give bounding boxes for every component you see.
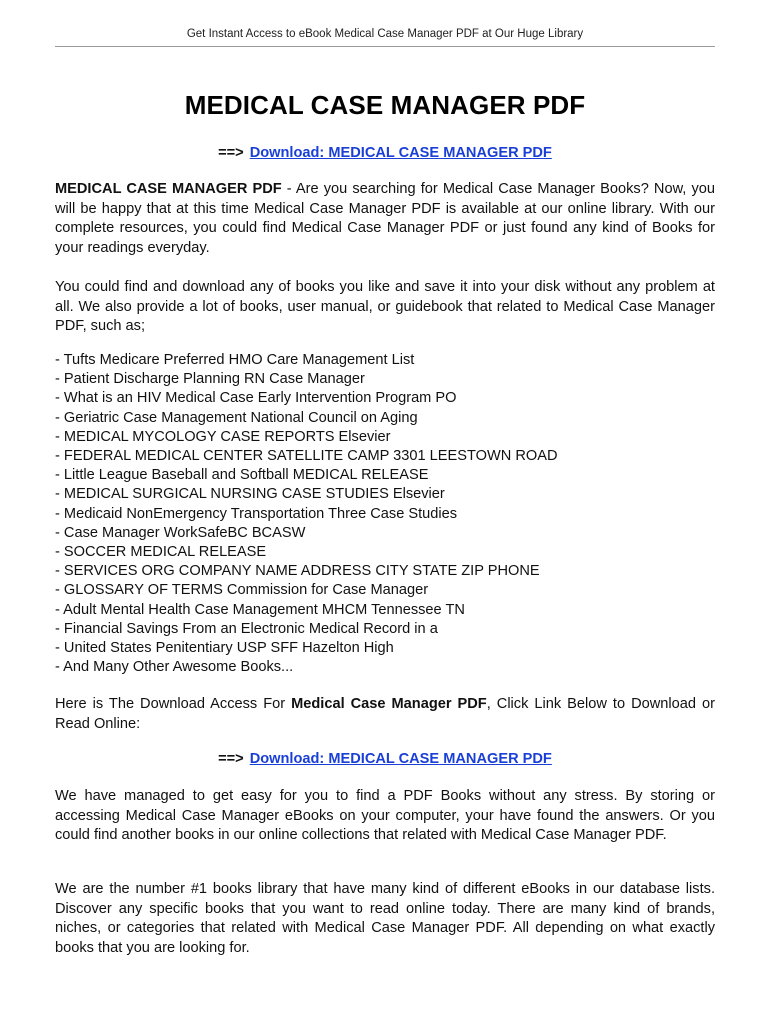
intro-text: - Are you searching for Medical Case Manager Books? Now, you will be happy that at this time Medical Case Manager PDF is available at our online library. With our complete resources, you could find Medical Case Manager PDF or just found any kind of Books for your readings everyday. [55,181,715,256]
intro-bold-title: MEDICAL CASE MANAGER PDF [55,181,282,197]
list-item: - What is an HIV Medical Case Early Intervention Program PO [55,390,457,407]
download-line-bottom [55,751,715,767]
access-bold-title: Medical Case Manager PDF [291,696,487,712]
list-item: - Patient Discharge Planning RN Case Manager [55,371,365,388]
paragraph-easy-find: We have managed to get easy for you to find a PDF Books without any stress. By storing or accessing Medical Case Manager eBooks on your computer, your have found the answers. Or you could find another books in our online collections that related with Medical Case Manager PDF. [55,788,715,844]
paragraph-books-available: You could find and download any of books you like and save it into your disk without any problem at all. We also provide a lot of books, user manual, or guidebook that related to Medical Case Manager PDF, such as; [55,279,715,335]
list-item: - FEDERAL MEDICAL CENTER SATELLITE CAMP 3301 LEESTOWN ROAD [55,448,558,465]
list-item: - Tufts Medicare Preferred HMO Care Management List [55,352,415,368]
intro-paragraph [55,180,715,258]
list-item: - SERVICES ORG COMPANY NAME ADDRESS CITY STATE ZIP PHONE [55,563,540,580]
download-line-top [55,145,715,161]
list-item: - Financial Savings From an Electronic Medical Record in a [55,620,438,637]
download-arrow: ==> [218,145,244,161]
list-item: - Little League Baseball and Softball MEDICAL RELEASE [55,467,429,484]
page-header: Get Instant Access to eBook Medical Case Manager PDF at Our Huge Library [186,28,584,40]
list-item: - SOCCER MEDICAL RELEASE [55,544,267,561]
download-link-top[interactable]: Download: MEDICAL CASE MANAGER PDF [249,145,552,161]
list-item: - Medicaid NonEmergency Transportation Three Case Studies [55,505,458,522]
list-item: - And Many Other Awesome Books... [55,659,294,676]
download-access-paragraph [55,695,715,734]
list-item: - MEDICAL SURGICAL NURSING CASE STUDIES Elsevier [55,486,445,503]
access-text-after: , Click Link Below to Download or Read Online: [55,696,715,732]
header-divider [55,46,715,47]
list-item: - Adult Mental Health Case Management MHCM Tennessee TN [55,601,465,618]
list-item: - United States Penitentiary USP SFF Hazelton High [55,640,394,657]
download-arrow: ==> [218,751,244,767]
list-item: - Case Manager WorkSafeBC BCASW [55,524,306,541]
paragraph-library-info: We are the number #1 books library that have many kind of different eBooks in our database lists. Discover any specific books that you want to read online today. There are many kind of brands, niches, or categories that related with Medical Case Manager PDF. All depending on what exactly books that you are looking for. [55,881,715,956]
access-text-before: Here is The Download Access For [55,696,292,712]
list-item: - GLOSSARY OF TERMS Commission for Case Manager [55,582,429,599]
list-item: - Geriatric Case Management National Council on Aging [55,409,418,426]
related-books-list [55,351,715,677]
download-link-bottom[interactable]: Download: MEDICAL CASE MANAGER PDF [249,751,552,767]
list-item: - MEDICAL MYCOLOGY CASE REPORTS Elsevier [55,428,391,445]
page-title: MEDICAL CASE MANAGER PDF [184,90,586,120]
